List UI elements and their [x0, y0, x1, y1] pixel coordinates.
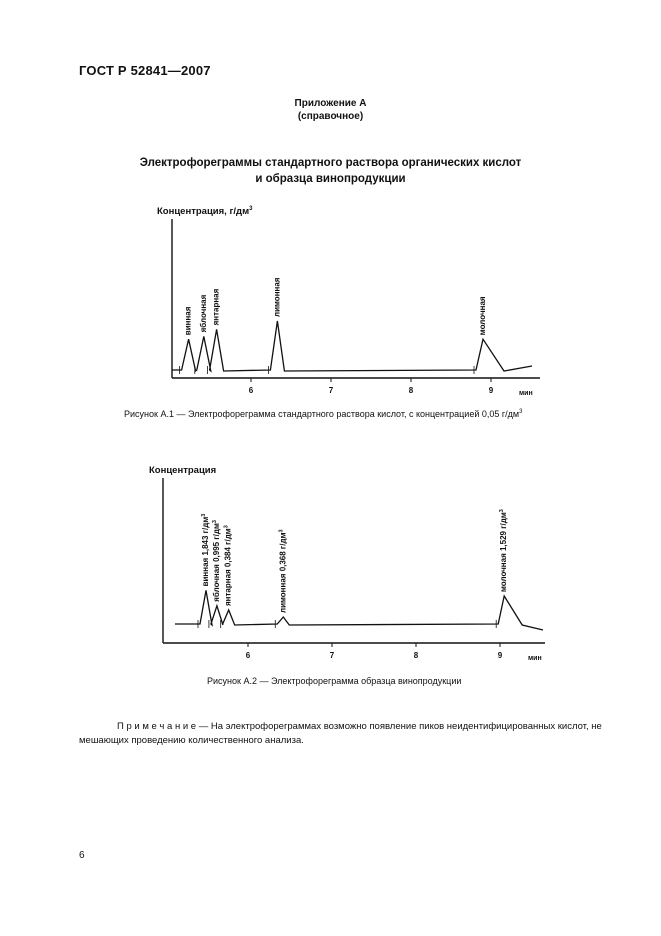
peak-label: лимонная 0,368 $г/дм^3$: [278, 529, 288, 613]
x-tick-label: 6: [248, 386, 254, 395]
peak-label: молочная 1,529 $г/дм^3$: [499, 509, 509, 592]
peak-label: лимонная: [272, 277, 282, 317]
peak-label: молочная: [478, 296, 487, 336]
note-text: — На электрофореграммах возможно появление пиков неидентифицированных кислот, не мешающих проведению количественного анализа.: [79, 721, 602, 746]
note-label: П р и м е ч а н и е: [117, 721, 197, 732]
x-tick-label: 9: [497, 651, 503, 660]
peak-label: яблочная: [198, 294, 208, 333]
section-title-line2: и образца винопродукции: [255, 173, 406, 185]
peak-label: янтарная: [211, 288, 221, 326]
note-paragraph: [79, 720, 609, 748]
peak-label: янтарная 0,384 $г/дм^3$: [223, 525, 233, 606]
x-tick-label: 6: [245, 651, 251, 660]
x-tick-label: 7: [329, 651, 335, 660]
x-tick-label: 9: [488, 386, 494, 395]
section-title-line1: Электрофореграммы стандартного раствора органических кислот: [139, 157, 522, 169]
document-number: ГОСТ Р 52841—2007: [79, 63, 211, 78]
appendix-kind: (справочное): [297, 111, 364, 122]
appendix-title: Приложение А: [294, 98, 367, 109]
y-axis-label: Концентрация, $г/дм^3$: [157, 206, 253, 217]
x-tick-label: 7: [328, 386, 334, 395]
peak-label: яблочная 0,995 $г/дм^3$: [211, 520, 221, 602]
x-axis-unit: мин: [528, 655, 542, 662]
peak-label: винная 1,843 $г/дм^3$: [201, 513, 210, 587]
x-tick-label: 8: [413, 651, 419, 660]
x-axis-unit: мин: [519, 390, 533, 397]
x-tick-label: 8: [408, 386, 414, 395]
y-axis-label: Концентрация: [149, 465, 217, 476]
figure-a2-caption: Рисунок А.2 — Электрофореграмма образца винопродукции: [207, 676, 462, 686]
figure-a1-caption: Рисунок А.1 — Электрофореграмма стандартного раствора кислот, с концентрацией 0,05 $г/дм^3$: [124, 409, 523, 419]
peak-label: винная: [183, 306, 193, 336]
page-number: 6: [79, 850, 85, 861]
